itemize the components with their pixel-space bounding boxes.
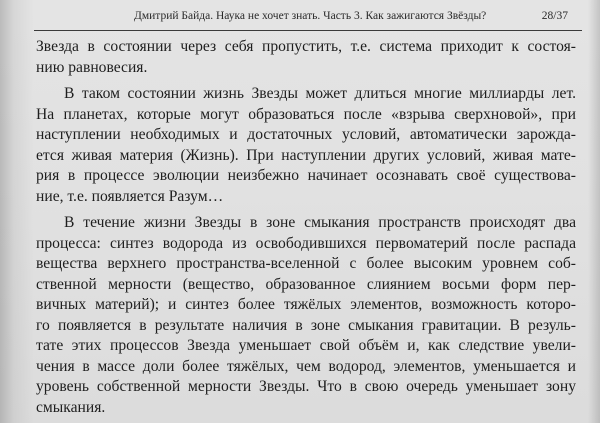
text-line: процесса: синтез водорода из освободившихся первоматерий после распада: [36, 234, 576, 252]
body-text: [36, 37, 576, 423]
running-header: [34, 9, 582, 29]
header-rule: [34, 30, 582, 31]
text-line: наступлении необходимых и достаточных условий, автоматически зарожда-: [36, 126, 576, 143]
text-line: тате этих процессов Звезда уменьшает свой объём и, как следствие увели-: [36, 337, 576, 354]
text-line: чения в массе доли более тяжёлых, чем водород, элементов, уменьшается и: [36, 357, 576, 375]
text-line: ственной мерности (вещество, образованное слиянием восьми форм пер-: [36, 275, 576, 293]
text-line: Звезда в состоянии через себя пропустить, т.е. система приходит к состоя-: [36, 38, 576, 55]
paragraph-1: [36, 37, 576, 78]
text-line: В течение жизни Звезды в зоне смыкания пространств происходят два: [64, 214, 576, 231]
text-line: вичных материй); и синтез более тяжёлых элементов, возможность которо-: [36, 296, 576, 313]
text-line: рия в процессе эволюции неизбежно начинает осознавать своё существова-: [36, 167, 576, 184]
page-number: 28/37: [541, 10, 568, 22]
text-line: смыкания.: [36, 398, 106, 416]
header-title: Дмитрий Байда. Наука не хочет знать. Часть 3. Как зажигаются Звёзды?: [134, 10, 487, 22]
text-line: ние, т.е. появляется Разум…: [36, 187, 224, 205]
paragraph-2: [36, 84, 576, 207]
text-line: В таком состоянии жизнь Звезды может длиться многие миллиарды лет.: [64, 85, 576, 102]
page-edge-shadow: [588, 0, 600, 423]
text-line: уровень собственной мерности Звезды. Что в свою очередь уменьшает зону: [36, 378, 576, 395]
text-line: нию равновесия.: [36, 58, 148, 76]
page-gutter-shadow: [0, 0, 34, 423]
text-line: ется живая материя (Жизнь). При наступлении других условий, живая мате-: [36, 146, 576, 164]
text-line: го появляется в результате наличия в зоне смыкания гравитации. В резуль-: [36, 316, 576, 334]
text-line: вещества верхнего пространства-вселенной с более высоким уровнем соб-: [36, 255, 576, 272]
text-line: На планетах, которые могут образоваться после «взрыва сверхновой», при: [36, 105, 576, 123]
paragraph-3: [36, 213, 576, 418]
